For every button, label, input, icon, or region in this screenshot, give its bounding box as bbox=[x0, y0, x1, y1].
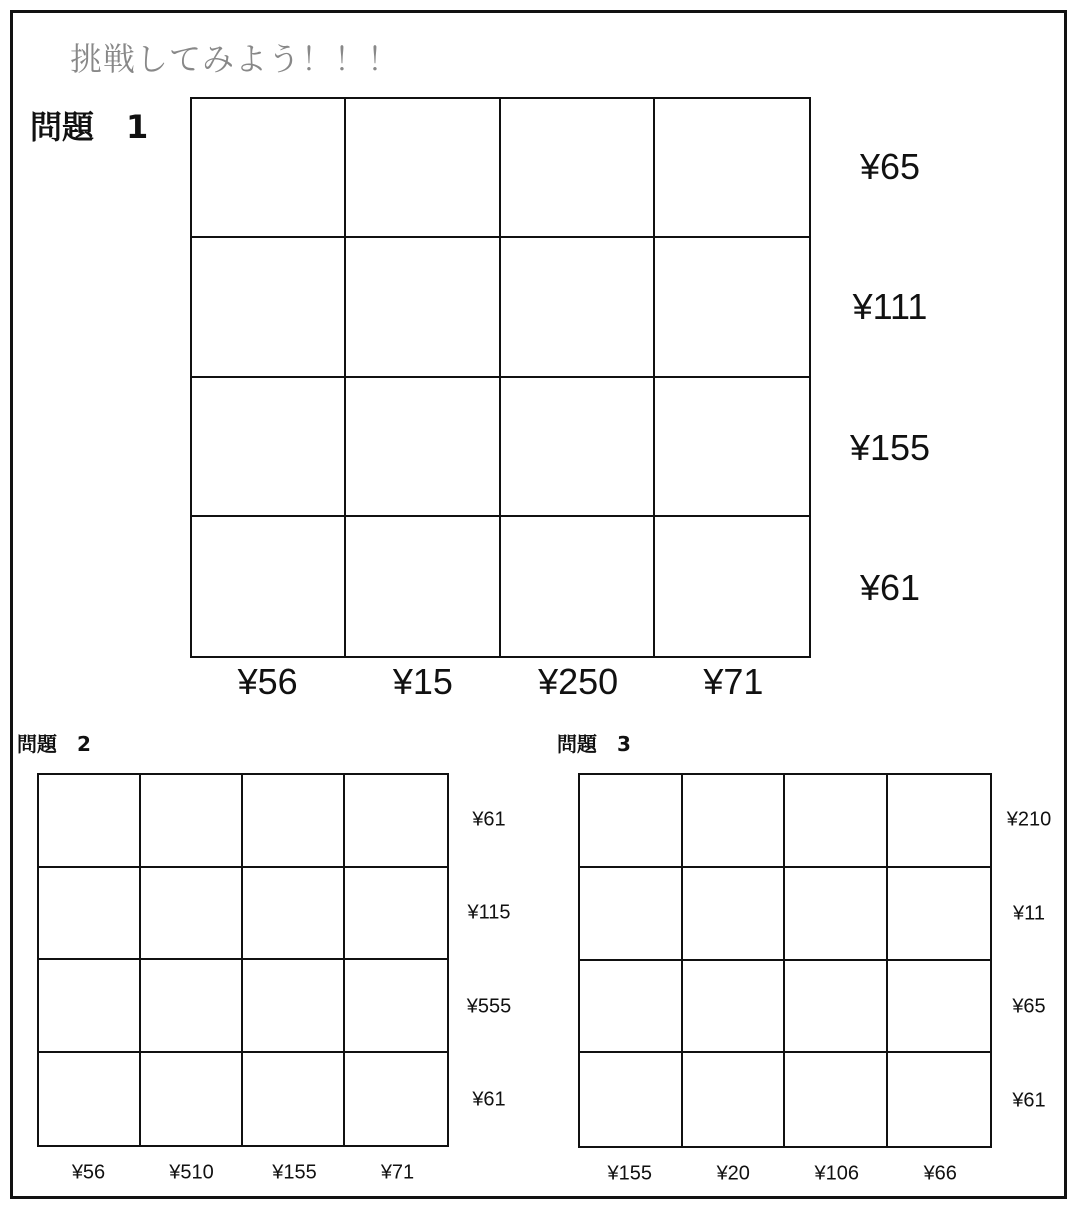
column-total: ¥155 bbox=[272, 1161, 317, 1184]
grid-cell bbox=[345, 1053, 447, 1146]
column-total: ¥510 bbox=[169, 1161, 214, 1184]
column-total: ¥106 bbox=[814, 1162, 859, 1185]
grid-cell bbox=[141, 1053, 243, 1146]
row-total: ¥155 bbox=[849, 426, 931, 468]
grid-cell bbox=[655, 517, 809, 656]
column-total: ¥66 bbox=[923, 1162, 957, 1185]
puzzle-grid-3 bbox=[578, 773, 992, 1148]
column-total: ¥71 bbox=[703, 661, 764, 702]
grid-cell bbox=[683, 1053, 786, 1146]
grid-cell bbox=[243, 775, 345, 868]
column-total: ¥56 bbox=[71, 1161, 106, 1184]
grid-cell bbox=[39, 868, 141, 961]
grid-cell bbox=[683, 868, 786, 961]
column-total: ¥250 bbox=[538, 661, 619, 702]
grid-cell bbox=[683, 775, 786, 868]
puzzle-grid-2 bbox=[37, 773, 449, 1147]
grid-cell bbox=[501, 99, 655, 238]
grid-cell bbox=[141, 960, 243, 1053]
grid-cell bbox=[39, 1053, 141, 1146]
grid-cell bbox=[580, 775, 683, 868]
grid-cell bbox=[888, 961, 991, 1054]
row-total: ¥65 bbox=[1012, 995, 1046, 1018]
grid-cell bbox=[243, 868, 345, 961]
column-total: ¥15 bbox=[392, 661, 453, 702]
problem-2-label: 問題 2 bbox=[17, 732, 91, 756]
grid-cell bbox=[346, 517, 500, 656]
grid-cell bbox=[192, 99, 346, 238]
puzzle-grid-1 bbox=[190, 97, 811, 658]
grid-cell bbox=[785, 1053, 888, 1146]
grid-cell bbox=[345, 868, 447, 961]
grid-cell bbox=[39, 775, 141, 868]
grid-cell bbox=[580, 961, 683, 1054]
row-total: ¥61 bbox=[859, 566, 921, 608]
row-total: ¥61 bbox=[1012, 1089, 1046, 1112]
grid-cell bbox=[501, 378, 655, 517]
grid-cell bbox=[580, 1053, 683, 1146]
problem-1-label: 問題 1 bbox=[30, 108, 149, 146]
grid-cell bbox=[192, 517, 346, 656]
grid-cell bbox=[345, 960, 447, 1053]
row-total: ¥11 bbox=[1013, 902, 1045, 925]
worksheet-title: 挑戦してみよう！！！ bbox=[70, 40, 401, 78]
grid-cell bbox=[141, 868, 243, 961]
row-total: ¥61 bbox=[472, 808, 506, 831]
problem-3-label: 問題 3 bbox=[557, 732, 631, 756]
grid-cell bbox=[785, 775, 888, 868]
grid-cell bbox=[785, 961, 888, 1054]
row-total: ¥111 bbox=[852, 286, 928, 328]
column-total: ¥20 bbox=[716, 1162, 750, 1185]
grid-cell bbox=[888, 1053, 991, 1146]
row-total: ¥555 bbox=[466, 995, 512, 1018]
grid-cell bbox=[501, 517, 655, 656]
grid-cell bbox=[39, 960, 141, 1053]
grid-cell bbox=[655, 378, 809, 517]
grid-cell bbox=[580, 868, 683, 961]
row-total: ¥61 bbox=[472, 1088, 506, 1111]
grid-cell bbox=[192, 378, 346, 517]
grid-cell bbox=[243, 960, 345, 1053]
grid-cell bbox=[192, 238, 346, 377]
column-total: ¥71 bbox=[380, 1161, 415, 1184]
grid-cell bbox=[346, 378, 500, 517]
row-total: ¥65 bbox=[859, 146, 921, 188]
grid-cell bbox=[683, 961, 786, 1054]
grid-cell bbox=[655, 99, 809, 238]
grid-cell bbox=[501, 238, 655, 377]
grid-cell bbox=[346, 238, 500, 377]
grid-cell bbox=[243, 1053, 345, 1146]
grid-cell bbox=[785, 868, 888, 961]
grid-cell bbox=[655, 238, 809, 377]
grid-cell bbox=[141, 775, 243, 868]
grid-cell bbox=[345, 775, 447, 868]
row-total: ¥210 bbox=[1006, 808, 1052, 831]
row-total: ¥115 bbox=[467, 901, 511, 924]
column-total: ¥56 bbox=[237, 661, 298, 702]
column-total: ¥155 bbox=[607, 1162, 652, 1185]
grid-cell bbox=[888, 775, 991, 868]
grid-cell bbox=[888, 868, 991, 961]
grid-cell bbox=[346, 99, 500, 238]
